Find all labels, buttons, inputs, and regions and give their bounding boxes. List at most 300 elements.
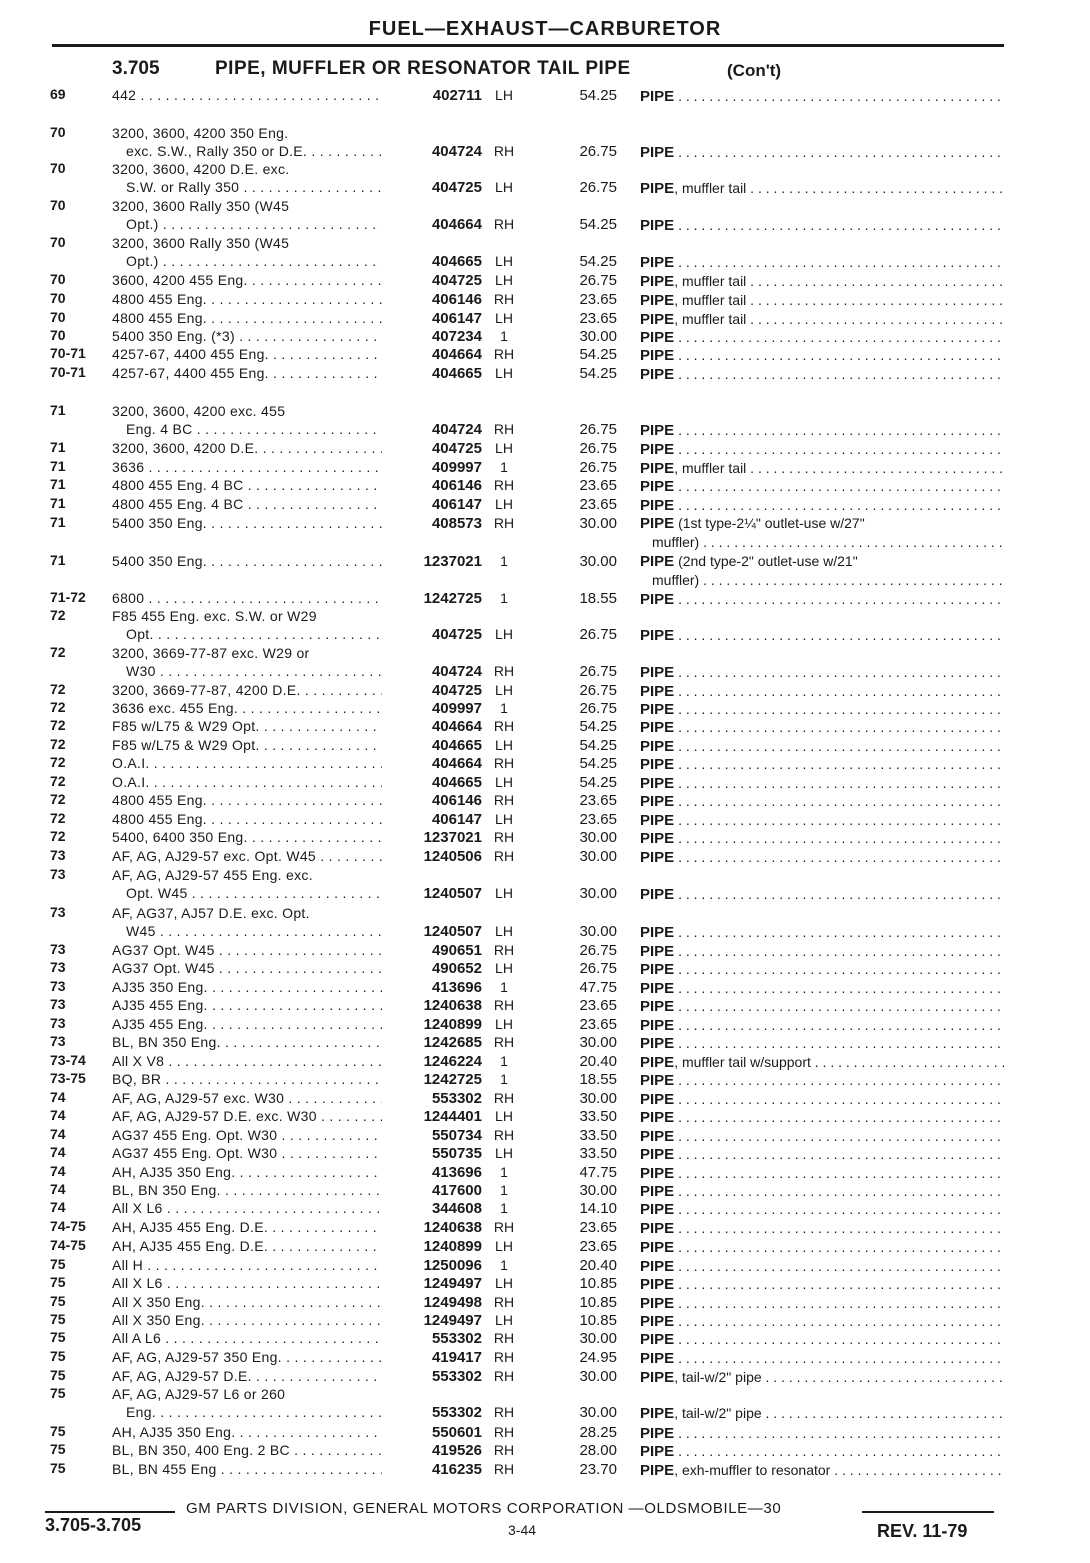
side-or-quantity: RH bbox=[493, 997, 515, 1013]
side-or-quantity: LH bbox=[495, 272, 513, 288]
table-row bbox=[0, 1052, 1090, 1072]
part-number: 550601 bbox=[431, 1424, 482, 1441]
description-line bbox=[640, 253, 1005, 272]
description-keyword: PIPE bbox=[640, 793, 675, 810]
list-price: 18.55 bbox=[579, 1071, 617, 1088]
part-description bbox=[640, 885, 1005, 904]
model-line: 3200, 3600, 4200 350 Eng. bbox=[112, 125, 289, 141]
list-price: 26.75 bbox=[579, 143, 617, 160]
table-row bbox=[0, 736, 1090, 756]
model-description bbox=[112, 904, 382, 940]
side-or-quantity: RH bbox=[493, 829, 515, 845]
description-keyword: PIPE bbox=[640, 664, 675, 681]
description-line: PIPE (2nd type-2" outlet-use w/21" bbox=[640, 553, 858, 570]
description-keyword: PIPE bbox=[640, 1072, 675, 1089]
description-line bbox=[640, 1071, 1005, 1090]
table-row bbox=[0, 271, 1090, 291]
description-keyword: PIPE bbox=[640, 943, 675, 960]
model-line: O.A.I. . . . bbox=[112, 754, 382, 772]
list-price: 30.00 bbox=[579, 1404, 617, 1421]
part-description bbox=[640, 960, 1005, 979]
part-number: 413696 bbox=[431, 1164, 482, 1181]
table-row bbox=[0, 699, 1090, 719]
model-line: AF, AG, AJ29-57 455 Eng. exc. bbox=[112, 867, 313, 883]
list-price: 10.85 bbox=[579, 1275, 617, 1292]
model-description bbox=[112, 1367, 382, 1385]
year-range: 73-75 bbox=[50, 1070, 86, 1086]
side-or-quantity: RH bbox=[493, 421, 515, 437]
table-row bbox=[0, 495, 1090, 515]
model-line: AF, AG, AJ29-57 350 Eng. . . . bbox=[112, 1348, 382, 1366]
table-row bbox=[0, 996, 1090, 1016]
year-range: 75 bbox=[50, 1329, 66, 1345]
part-description bbox=[640, 216, 1005, 235]
table-row bbox=[0, 345, 1090, 365]
side-or-quantity: RH bbox=[493, 1442, 515, 1458]
side-or-quantity: RH bbox=[493, 216, 515, 232]
model-line: W45 . . . bbox=[112, 922, 382, 940]
table-row bbox=[0, 1107, 1090, 1127]
side-or-quantity: RH bbox=[493, 1424, 515, 1440]
part-number: 409997 bbox=[431, 700, 482, 717]
side-or-quantity: LH bbox=[495, 885, 513, 901]
year-range: 73 bbox=[50, 847, 66, 863]
description-keyword: PIPE bbox=[640, 347, 675, 364]
side-or-quantity: LH bbox=[495, 87, 513, 103]
list-price: 54.25 bbox=[579, 774, 617, 791]
part-number: 550734 bbox=[431, 1127, 482, 1144]
year-range: 69 bbox=[50, 86, 66, 102]
side-or-quantity: 1 bbox=[500, 1053, 508, 1069]
footer-rule-left bbox=[45, 1511, 175, 1513]
list-price: 26.75 bbox=[579, 700, 617, 717]
description-line: PIPE, tail-w/2" pipe . . . bbox=[640, 1404, 1005, 1423]
part-number: 404725 bbox=[431, 626, 482, 643]
description-keyword: PIPE bbox=[640, 1425, 675, 1442]
description-line bbox=[640, 1275, 1005, 1294]
part-number: 1237021 bbox=[423, 553, 482, 570]
side-or-quantity: LH bbox=[495, 1108, 513, 1124]
footer-revision: REV. 11-79 bbox=[877, 1521, 968, 1541]
model-description bbox=[112, 1015, 382, 1033]
model-description bbox=[112, 1460, 382, 1478]
description-keyword: PIPE bbox=[640, 254, 675, 271]
description-line bbox=[640, 216, 1005, 235]
description-line bbox=[640, 1200, 1005, 1219]
year-range: 71 bbox=[50, 458, 66, 474]
table-row bbox=[0, 1126, 1090, 1146]
model-description bbox=[112, 644, 382, 680]
part-number: 553302 bbox=[431, 1404, 482, 1421]
model-description bbox=[112, 736, 382, 754]
section-number: 3.705 bbox=[112, 58, 160, 79]
table-row bbox=[0, 197, 1090, 235]
part-number: 413696 bbox=[431, 979, 482, 996]
description-line bbox=[640, 829, 1005, 848]
model-description bbox=[112, 1033, 382, 1051]
footer-section-range: 3.705-3.705 bbox=[45, 1515, 142, 1535]
year-range: 74-75 bbox=[50, 1237, 86, 1253]
description-keyword: PIPE bbox=[640, 1258, 675, 1275]
side-or-quantity: LH bbox=[495, 253, 513, 269]
model-line: AG37 Opt. W45 . . . bbox=[112, 941, 382, 959]
year-range: 75 bbox=[50, 1423, 66, 1439]
table-row bbox=[0, 364, 1090, 384]
part-number: 553302 bbox=[431, 1090, 482, 1107]
list-price: 30.00 bbox=[579, 515, 617, 532]
model-description bbox=[112, 1385, 382, 1421]
description-line bbox=[640, 792, 1005, 811]
model-line: 3636 exc. 455 Eng. . . . bbox=[112, 699, 382, 717]
description-keyword: PIPE bbox=[640, 1109, 675, 1126]
model-description bbox=[112, 86, 382, 104]
part-description bbox=[640, 179, 1005, 198]
part-number: 404724 bbox=[431, 663, 482, 680]
year-range: 75 bbox=[50, 1348, 66, 1364]
side-or-quantity: RH bbox=[493, 1034, 515, 1050]
part-number: 344608 bbox=[431, 1200, 482, 1217]
table-row bbox=[0, 1423, 1090, 1443]
model-line: 6800 . . . bbox=[112, 589, 382, 607]
model-line: 3200, 3600, 4200 D.E. exc. bbox=[112, 161, 290, 177]
table-row bbox=[0, 514, 1090, 552]
side-or-quantity: LH bbox=[495, 626, 513, 642]
model-line: AH, AJ35 455 Eng. D.E. . . . bbox=[112, 1218, 382, 1236]
year-range: 73 bbox=[50, 1015, 66, 1031]
table-row bbox=[0, 1070, 1090, 1090]
description-keyword: PIPE bbox=[640, 180, 675, 197]
description-keyword: PIPE bbox=[640, 1350, 675, 1367]
description-keyword: PIPE bbox=[640, 441, 675, 458]
description-keyword: PIPE bbox=[640, 1035, 675, 1052]
model-line: 3636 . . . bbox=[112, 458, 382, 476]
description-line bbox=[640, 346, 1005, 365]
part-description bbox=[640, 1275, 1005, 1294]
model-description bbox=[112, 810, 382, 828]
model-line: AF, AG, AJ29-57 D.E. . . . bbox=[112, 1367, 382, 1385]
model-description bbox=[112, 197, 382, 233]
part-number: 490651 bbox=[431, 942, 482, 959]
part-number: 407234 bbox=[431, 328, 482, 345]
model-description bbox=[112, 402, 382, 438]
description-keyword: PIPE bbox=[640, 683, 675, 700]
side-or-quantity: RH bbox=[493, 1404, 515, 1420]
list-price: 26.75 bbox=[579, 179, 617, 196]
description-line bbox=[640, 848, 1005, 867]
table-row bbox=[0, 1218, 1090, 1238]
model-line: BL, BN 350 Eng. . . . bbox=[112, 1181, 382, 1199]
part-description bbox=[640, 663, 1005, 682]
list-price: 54.25 bbox=[579, 346, 617, 363]
year-range: 70 bbox=[50, 309, 66, 325]
list-price: 30.00 bbox=[579, 1090, 617, 1107]
table-row bbox=[0, 160, 1090, 198]
table-row bbox=[0, 1441, 1090, 1461]
list-price: 20.40 bbox=[579, 1257, 617, 1274]
part-description bbox=[640, 477, 1005, 496]
year-range: 75 bbox=[50, 1441, 66, 1457]
model-line: BL, BN 455 Eng . . . bbox=[112, 1460, 382, 1478]
side-or-quantity: RH bbox=[493, 1090, 515, 1106]
part-number: 1244401 bbox=[423, 1108, 482, 1125]
table-row bbox=[0, 773, 1090, 793]
side-or-quantity: 1 bbox=[500, 1071, 508, 1087]
side-or-quantity: LH bbox=[495, 923, 513, 939]
description-keyword: PIPE bbox=[640, 812, 675, 829]
side-or-quantity: 1 bbox=[500, 1164, 508, 1180]
description-keyword: PIPE bbox=[640, 627, 675, 644]
table-row bbox=[0, 309, 1090, 329]
part-number: 419526 bbox=[431, 1442, 482, 1459]
table-row bbox=[0, 1015, 1090, 1035]
side-or-quantity: LH bbox=[495, 179, 513, 195]
model-line: AJ35 455 Eng. . . . bbox=[112, 1015, 382, 1033]
list-price: 54.25 bbox=[579, 755, 617, 772]
model-line: 3200, 3600, 4200 D.E. . . . bbox=[112, 439, 382, 457]
table-row bbox=[0, 402, 1090, 440]
part-description bbox=[640, 253, 1005, 272]
model-line: W30 . . . bbox=[112, 662, 382, 680]
model-description bbox=[112, 1274, 382, 1292]
model-description bbox=[112, 1181, 382, 1199]
year-range: 75 bbox=[50, 1256, 66, 1272]
model-description bbox=[112, 1144, 382, 1162]
description-line bbox=[640, 997, 1005, 1016]
model-description bbox=[112, 866, 382, 902]
model-description bbox=[112, 309, 382, 327]
model-description bbox=[112, 791, 382, 809]
side-or-quantity: LH bbox=[495, 365, 513, 381]
model-line: 4800 455 Eng. . . . bbox=[112, 290, 382, 308]
list-price: 26.75 bbox=[579, 663, 617, 680]
side-or-quantity: LH bbox=[495, 496, 513, 512]
side-or-quantity: LH bbox=[495, 682, 513, 698]
table-row bbox=[0, 847, 1090, 867]
part-description bbox=[640, 1145, 1005, 1164]
part-number: 1240899 bbox=[423, 1016, 482, 1033]
year-range: 74 bbox=[50, 1126, 66, 1142]
part-description bbox=[640, 514, 1005, 551]
year-range: 72 bbox=[50, 791, 66, 807]
part-number: 404725 bbox=[431, 440, 482, 457]
list-price: 23.65 bbox=[579, 811, 617, 828]
list-price: 10.85 bbox=[579, 1294, 617, 1311]
part-description bbox=[640, 1461, 1005, 1480]
part-number: 404665 bbox=[431, 737, 482, 754]
model-description bbox=[112, 941, 382, 959]
model-line: 3600, 4200 455 Eng. . . . bbox=[112, 271, 382, 289]
model-line: 4800 455 Eng. 4 BC . . . bbox=[112, 476, 382, 494]
description-keyword: PIPE bbox=[640, 738, 675, 755]
year-range: 72 bbox=[50, 810, 66, 826]
model-line: Eng. 4 BC . . . bbox=[112, 420, 382, 438]
table-row bbox=[0, 234, 1090, 272]
description-line bbox=[640, 1145, 1005, 1164]
table-row bbox=[0, 866, 1090, 904]
part-number: 553302 bbox=[431, 1330, 482, 1347]
description-keyword: PIPE bbox=[640, 1091, 675, 1108]
table-row bbox=[0, 681, 1090, 701]
part-number: 1249498 bbox=[423, 1294, 482, 1311]
part-number: 1237021 bbox=[423, 829, 482, 846]
model-description bbox=[112, 773, 382, 791]
side-or-quantity: RH bbox=[493, 942, 515, 958]
table-row bbox=[0, 904, 1090, 942]
side-or-quantity: 1 bbox=[500, 1182, 508, 1198]
description-keyword: PIPE bbox=[640, 1295, 675, 1312]
model-line: AJ35 350 Eng. . . . bbox=[112, 978, 382, 996]
description-keyword: PIPE bbox=[640, 460, 675, 477]
part-number: 408573 bbox=[431, 515, 482, 532]
description-keyword: PIPE bbox=[640, 1276, 675, 1293]
table-row bbox=[0, 1348, 1090, 1368]
model-description bbox=[112, 847, 382, 865]
part-number: 404664 bbox=[431, 216, 482, 233]
part-description bbox=[640, 552, 1005, 589]
model-line: AH, AJ35 350 Eng. . . . bbox=[112, 1423, 382, 1441]
model-line: exc. S.W., Rally 350 or D.E. . . . bbox=[112, 142, 382, 160]
model-line: AH, AJ35 455 Eng. D.E. . . . bbox=[112, 1237, 382, 1255]
list-price: 23.65 bbox=[579, 792, 617, 809]
model-description bbox=[112, 514, 382, 532]
part-description bbox=[640, 87, 1005, 106]
list-price: 26.75 bbox=[579, 626, 617, 643]
table-row bbox=[0, 1163, 1090, 1183]
part-number: 406146 bbox=[431, 291, 482, 308]
model-line: 4800 455 Eng. . . . bbox=[112, 309, 382, 327]
part-number: 404725 bbox=[431, 682, 482, 699]
year-range: 75 bbox=[50, 1367, 66, 1383]
part-number: 404665 bbox=[431, 774, 482, 791]
description-line: PIPE, muffler tail w/support . . . bbox=[640, 1053, 1005, 1072]
header-title: FUEL—EXHAUST—CARBURETOR bbox=[368, 18, 722, 40]
year-range: 72 bbox=[50, 773, 66, 789]
model-line: 3200, 3600 Rally 350 (W45 bbox=[112, 235, 290, 251]
table-row bbox=[0, 476, 1090, 496]
side-or-quantity: LH bbox=[495, 440, 513, 456]
list-price: 23.65 bbox=[579, 477, 617, 494]
side-or-quantity: RH bbox=[493, 1461, 515, 1477]
list-price: 54.25 bbox=[579, 365, 617, 382]
model-line: 3200, 3600 Rally 350 (W45 bbox=[112, 198, 290, 214]
model-description bbox=[112, 1423, 382, 1441]
list-price: 30.00 bbox=[579, 848, 617, 865]
side-or-quantity: RH bbox=[493, 1349, 515, 1365]
model-description bbox=[112, 1126, 382, 1144]
model-line: AF, AG, AJ29-57 exc. W30 . . . bbox=[112, 1089, 382, 1107]
table-row bbox=[0, 124, 1090, 162]
model-description bbox=[112, 1107, 382, 1125]
part-number: 404725 bbox=[431, 272, 482, 289]
year-range: 73-74 bbox=[50, 1052, 86, 1068]
model-description bbox=[112, 345, 382, 363]
model-line: BL, BN 350, 400 Eng. 2 BC . . . bbox=[112, 1441, 382, 1459]
description-line bbox=[640, 1108, 1005, 1127]
table-row bbox=[0, 1274, 1090, 1294]
part-description bbox=[640, 1219, 1005, 1238]
description-keyword: PIPE bbox=[640, 1239, 675, 1256]
list-price: 23.65 bbox=[579, 310, 617, 327]
table-row bbox=[0, 1181, 1090, 1201]
year-range: 72 bbox=[50, 828, 66, 844]
description-keyword: PIPE bbox=[640, 88, 675, 105]
side-or-quantity: LH bbox=[495, 1312, 513, 1328]
model-line: 5400 350 Eng. (*3) . . . bbox=[112, 327, 382, 345]
model-line: 3200, 3600, 4200 exc. 455 bbox=[112, 403, 286, 419]
description-keyword: PIPE bbox=[640, 1443, 675, 1460]
description-line: PIPE, muffler tail . . . bbox=[640, 291, 1005, 310]
model-description bbox=[112, 996, 382, 1014]
description-keyword: PIPE bbox=[640, 1369, 675, 1386]
table-row bbox=[0, 959, 1090, 979]
side-or-quantity: RH bbox=[493, 1368, 515, 1384]
model-line: AF, AG, AJ29-57 D.E. exc. W30 . . . bbox=[112, 1107, 382, 1125]
list-price: 23.65 bbox=[579, 291, 617, 308]
part-description bbox=[640, 1238, 1005, 1257]
year-range: 71 bbox=[50, 552, 66, 568]
part-number: 404725 bbox=[431, 179, 482, 196]
part-number: 417600 bbox=[431, 1182, 482, 1199]
model-line: 4800 455 Eng. . . . bbox=[112, 791, 382, 809]
footer-organization: GM PARTS DIVISION, GENERAL MOTORS CORPORATION —OLDSMOBILE—30 bbox=[186, 1500, 782, 1517]
model-line: AF, AG, AJ29-57 exc. Opt. W45 . . . bbox=[112, 847, 382, 865]
list-price: 30.00 bbox=[579, 1330, 617, 1347]
year-range: 72 bbox=[50, 754, 66, 770]
model-description bbox=[112, 1052, 382, 1070]
model-description bbox=[112, 439, 382, 457]
list-price: 30.00 bbox=[579, 553, 617, 570]
side-or-quantity: LH bbox=[495, 737, 513, 753]
year-range: 73 bbox=[50, 866, 66, 882]
description-keyword: PIPE bbox=[640, 830, 675, 847]
year-range: 71 bbox=[50, 402, 66, 418]
model-description bbox=[112, 1199, 382, 1217]
description-keyword: PIPE bbox=[640, 366, 675, 383]
side-or-quantity: 1 bbox=[500, 1200, 508, 1216]
model-description bbox=[112, 754, 382, 772]
list-price: 26.75 bbox=[579, 960, 617, 977]
model-line: Opt.) . . . bbox=[112, 215, 382, 233]
model-line: All X 350 Eng. . . . bbox=[112, 1293, 382, 1311]
side-or-quantity: LH bbox=[495, 811, 513, 827]
part-number: 1242725 bbox=[423, 590, 482, 607]
model-description bbox=[112, 327, 382, 345]
list-price: 30.00 bbox=[579, 923, 617, 940]
year-range: 72 bbox=[50, 607, 66, 623]
description-line bbox=[640, 1442, 1005, 1461]
description-keyword: PIPE bbox=[640, 497, 675, 514]
model-line: 4257-67, 4400 455 Eng. . . . bbox=[112, 364, 382, 382]
model-description bbox=[112, 717, 382, 735]
list-price: 26.75 bbox=[579, 942, 617, 959]
description-line: muffler) . . . bbox=[640, 533, 1005, 551]
model-description bbox=[112, 1329, 382, 1347]
table-row bbox=[0, 1293, 1090, 1313]
table-row bbox=[0, 791, 1090, 811]
part-description bbox=[640, 346, 1005, 365]
part-number: 404664 bbox=[431, 718, 482, 735]
description-line: PIPE (1st type-2¼" outlet-use w/27" bbox=[640, 515, 865, 532]
year-range: 73 bbox=[50, 941, 66, 957]
description-keyword: PIPE bbox=[640, 1017, 675, 1034]
list-price: 14.10 bbox=[579, 1200, 617, 1217]
part-number: 550735 bbox=[431, 1145, 482, 1162]
part-number: 404664 bbox=[431, 346, 482, 363]
list-price: 23.65 bbox=[579, 1219, 617, 1236]
description-line: PIPE, muffler tail . . . bbox=[640, 272, 1005, 291]
model-description bbox=[112, 1237, 382, 1255]
year-range: 72 bbox=[50, 717, 66, 733]
